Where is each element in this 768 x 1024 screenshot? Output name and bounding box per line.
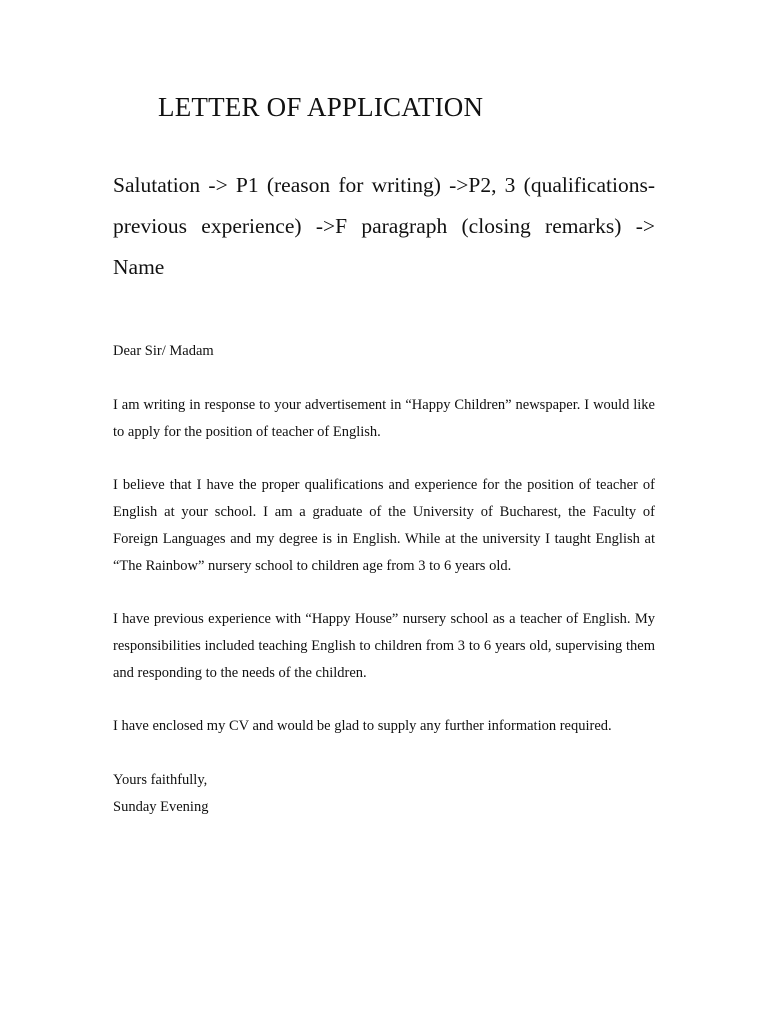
salutation: Dear Sir/ Madam bbox=[113, 343, 214, 359]
document-title: LETTER OF APPLICATION bbox=[158, 92, 484, 122]
paragraph-qualifications: I believe that I have the proper qualifications and experience for the position of teacher of English at your school. I am a graduate of the University of Bucharest, the Faculty of Foreign Languages and my degree is in English. While at the university I taught English at “The Rainbow” nursery school to children age from 3 to 6 years old. bbox=[113, 477, 655, 574]
paragraph-closing-remarks: I have enclosed my CV and would be glad to supply any further information required. bbox=[113, 718, 612, 734]
sign-off bbox=[113, 767, 655, 821]
paragraph-previous-experience: I have previous experience with “Happy House” nursery school as a teacher of English. My responsibilities included teaching English to children from 3 to 6 years old, supervising them and responding to the needs of the children. bbox=[113, 611, 655, 681]
letter-structure-note: Salutation -> P1 (reason for writing) ->P2, 3 (qualifications-previous experience) ->F paragraph (closing remarks) -> Name bbox=[113, 173, 655, 279]
paragraph-reason-for-writing: I am writing in response to your advertisement in “Happy Children” newspaper. I would like to apply for the position of teacher of English. bbox=[113, 397, 655, 440]
closing-phrase: Yours faithfully, bbox=[113, 772, 208, 788]
signature-name: Sunday Evening bbox=[113, 799, 209, 815]
